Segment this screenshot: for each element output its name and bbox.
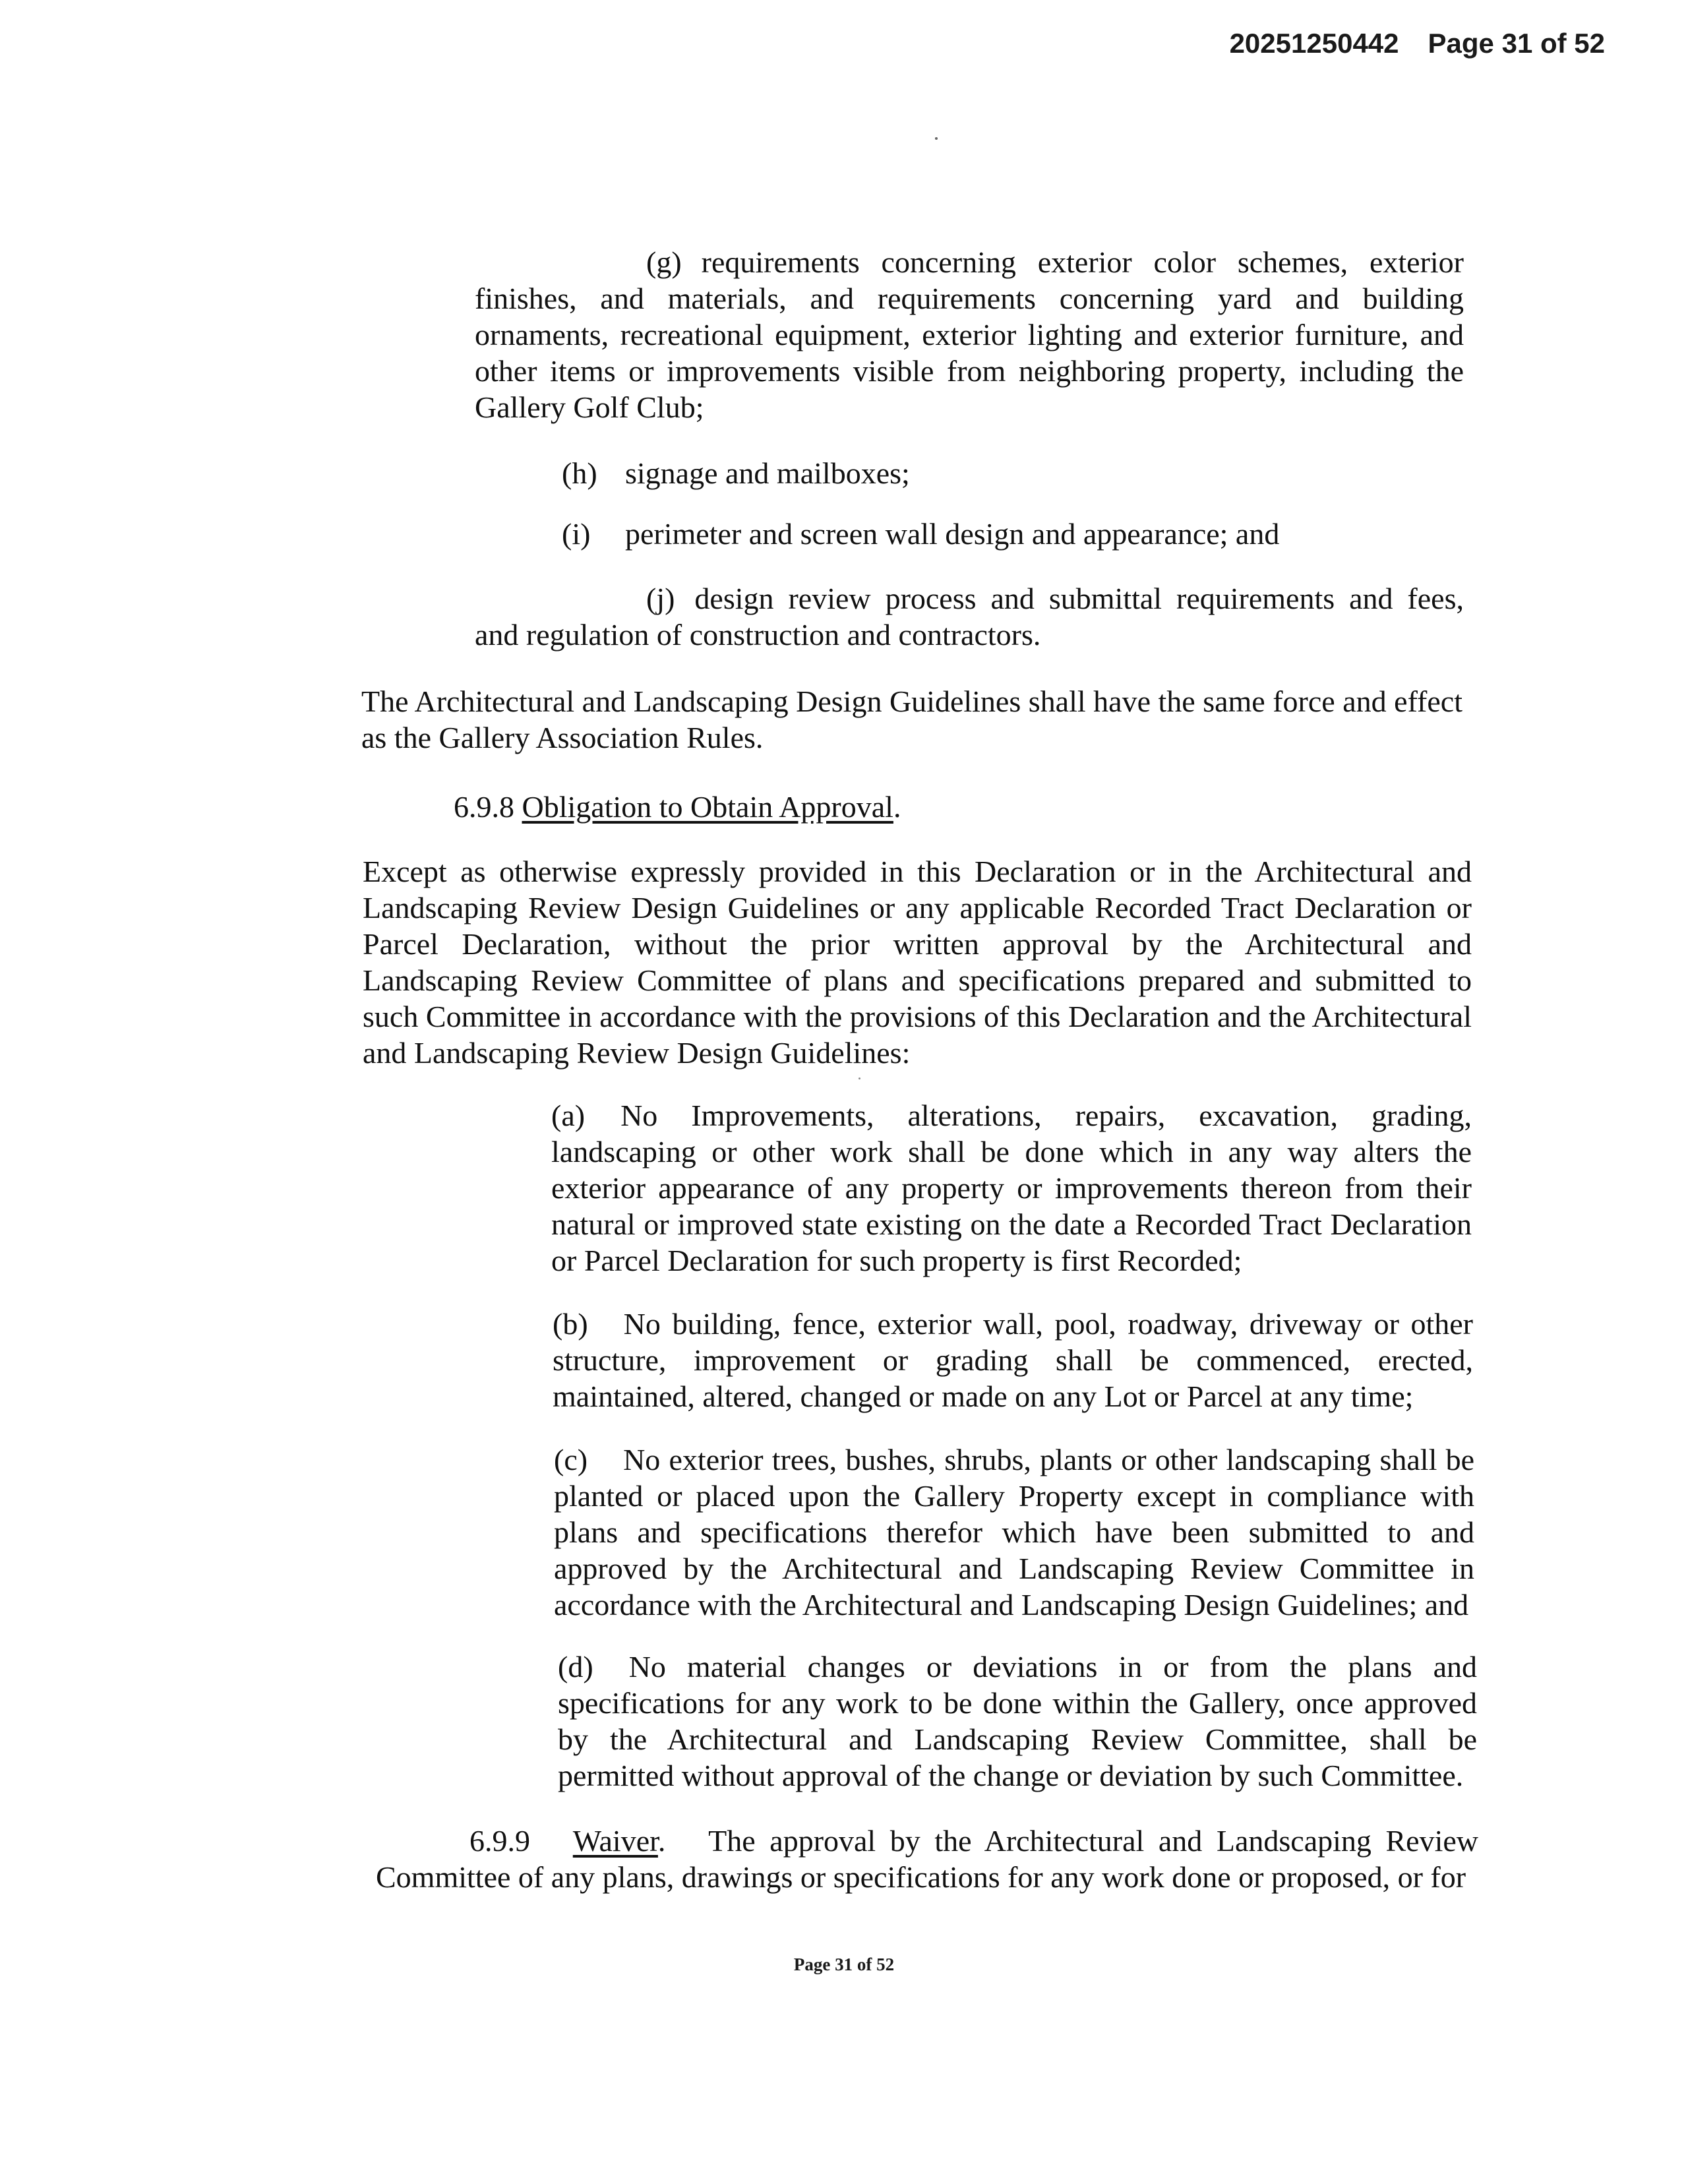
item-j: [475, 580, 1464, 653]
subitem-d: [558, 1649, 1477, 1794]
guidelines-paragraph: The Architectural and Landscaping Design Guidelines shall have the same force and effect as the Gallery Association Rules.: [361, 684, 1462, 754]
item-g: [475, 244, 1464, 425]
section-number: 6.9.8: [454, 790, 514, 824]
item-label: (i): [562, 517, 591, 551]
section-text: The approval by the Architectural and Landscaping Review Committee of any plans, drawings or specifications for any work done or proposed, or for: [376, 1824, 1479, 1894]
subitem-a: [551, 1097, 1472, 1279]
item-h: [562, 455, 1459, 491]
section-title: Waiver: [572, 1824, 658, 1858]
subitem-label: (c): [554, 1443, 588, 1476]
subitem-text: No exterior trees, bushes, shrubs, plants or other landscaping shall be planted or placed upon the Gallery Property except in compliance with plans and specifications therefor which have been submitted to and approved by the Architectural and Landscaping Review Committee in accordance with the Architectural and Landscaping Design Guidelines; and: [554, 1443, 1474, 1622]
item-label: (h): [562, 456, 597, 490]
subitem-b: [553, 1306, 1473, 1414]
subitem-label: (b): [553, 1307, 588, 1341]
item-text: design review process and submittal requirements and fees, and regulation of construction and contractors.: [475, 582, 1464, 652]
item-label: (j): [646, 582, 675, 615]
page-header: [1230, 28, 1605, 59]
scan-speck: [859, 1077, 860, 1079]
section-6-9-8-intro: Except as otherwise expressly provided in this Declaration or in the Architectural and Landscaping Review Design Guidelines or any applicable Recorded Tract Declaration or Parcel Declaration, without the prior written approval by the Architectural and Landscaping Review Committee of plans and specifications prepared and submitted to such Committee in accordance with the provisions of this Declaration and the Architectural and Landscaping Review Design Guidelines:: [363, 855, 1472, 1070]
scan-speck: [935, 137, 938, 140]
subitem-text: No Improvements, alterations, repairs, excavation, grading, landscaping or other work shall be done which in any way alters the exterior appearance of any property or improvements thereon from their natural or improved state existing on the date a Recorded Tract Declaration or Parcel Declaration for such property is first Recorded;: [551, 1099, 1472, 1277]
item-i: [562, 516, 1459, 552]
section-title-period: .: [657, 1824, 666, 1858]
item-label: (g): [646, 245, 682, 279]
item-text: requirements concerning exterior color schemes, exterior finishes, and materials, and requirements concerning yard and building ornaments, recreational equipment, exterior lighting and exterior furniture, and other items or improvements visible from neighboring property, including the Gallery Golf Club;: [475, 245, 1464, 424]
section-number: 6.9.9: [469, 1824, 530, 1858]
subitem-label: (a): [551, 1099, 586, 1132]
item-text: signage and mailboxes;: [625, 456, 910, 490]
subitem-c: [554, 1441, 1474, 1623]
section-title: Obligation to Obtain Approval: [522, 790, 893, 824]
header-page-label: Page 31 of 52: [1428, 28, 1605, 59]
subitem-text: No building, fence, exterior wall, pool, roadway, driveway or other structure, improvement or grading shall be commenced, erected, maintained, altered, changed or made on any Lot or Parcel at any time;: [553, 1307, 1473, 1413]
page-footer: Page 31 of 52: [793, 1955, 895, 1974]
subitem-text: No material changes or deviations in or from the plans and specifications for any work to be done within the Gallery, once approved by the Architectural and Landscaping Review Committee, shall be permitted without approval of the change or deviation by such Committee.: [558, 1650, 1477, 1792]
section-6-9-9: [376, 1823, 1478, 1895]
recording-number: 20251250442: [1229, 28, 1399, 59]
section-title-period: .: [893, 790, 901, 824]
section-6-9-8-heading: [454, 789, 1443, 825]
subitem-label: (d): [558, 1650, 593, 1684]
item-text: perimeter and screen wall design and appearance; and: [625, 517, 1280, 551]
